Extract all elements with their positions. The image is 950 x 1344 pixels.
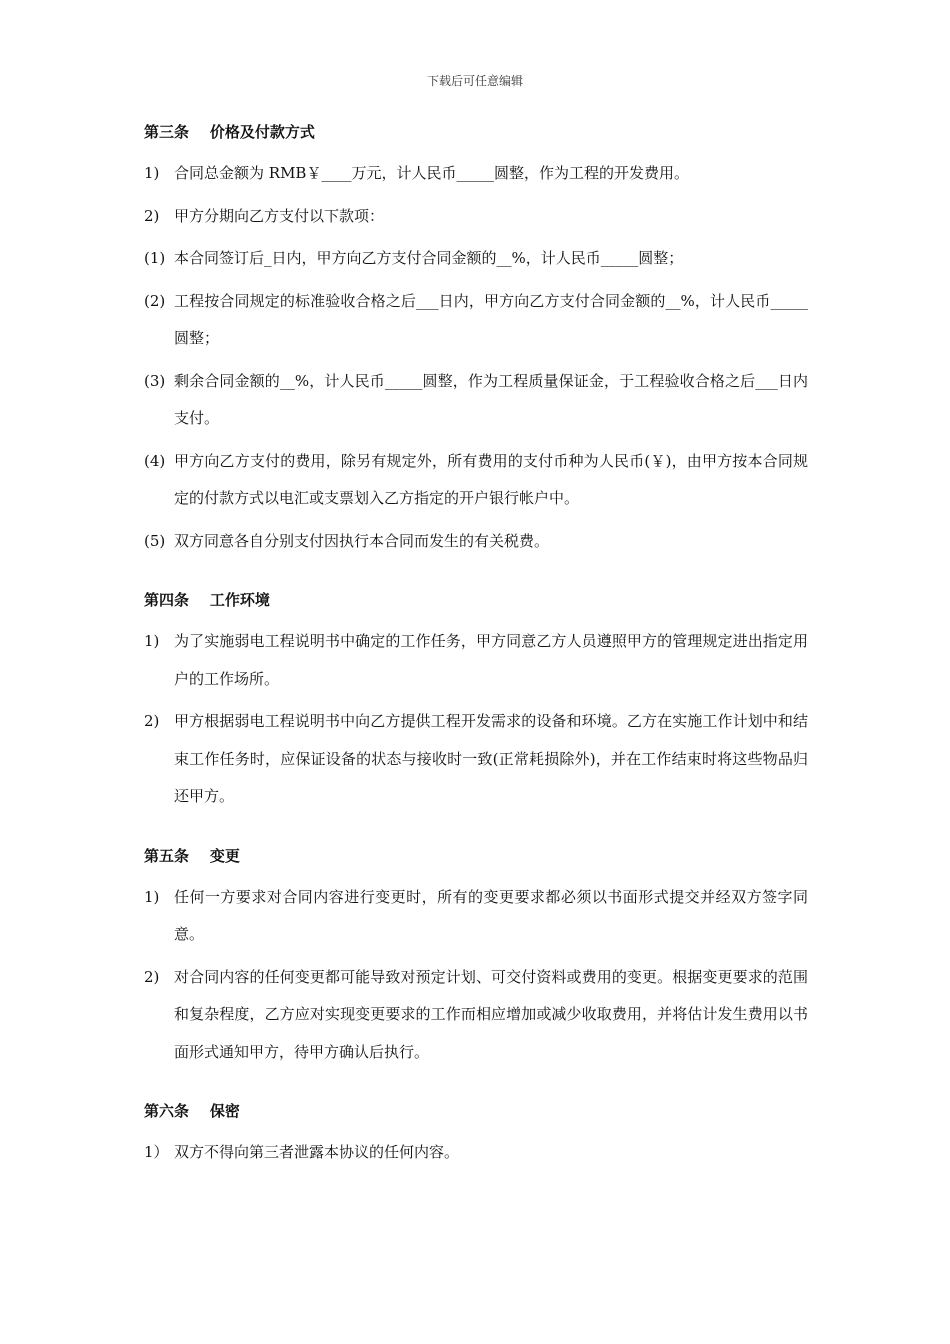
clause-number: (1)	[144, 249, 166, 267]
clause-text: 甲方根据弱电工程说明书中向乙方提供工程开发需求的设备和环境。乙方在实施工作计划中和结束工作任务时，应保证设备的状态与接收时一致(正常耗损除外)，并在工作结束时将这些物品归还甲方。	[174, 712, 808, 805]
clause	[144, 623, 808, 698]
clause	[144, 283, 808, 358]
clause-text: 甲方向乙方支付的费用，除另有规定外，所有费用的支付币种为人民币(￥)，由甲方按本合同规定的付款方式以电汇或支票划入乙方指定的开户银行帐户中。	[174, 451, 808, 507]
clause-text: 任何一方要求对合同内容进行变更时，所有的变更要求都必须以书面形式提交并经双方签字同意。	[174, 887, 808, 943]
clause-number: 1)	[144, 164, 160, 182]
clause-text: 本合同签订后_日内，甲方向乙方支付合同金额的__%，计人民币_____圆整；	[174, 249, 684, 267]
clause-text: 为了实施弱电工程说明书中确定的工作任务，甲方同意乙方人员遵照甲方的管理规定进出指定用户的工作场所。	[174, 632, 808, 688]
article-4	[144, 586, 808, 816]
clause	[144, 959, 808, 1072]
clause	[144, 363, 808, 438]
clause-number: (4)	[144, 451, 166, 470]
clause-text: 对合同内容的任何变更都可能导致对预定计划、可交付资料或费用的变更。根据变更要求的范围和复杂程度，乙方应对实现变更要求的工作而相应增加或减少收取费用，并将估计发生费用以书面形式通知甲方，待甲方确认后执行。	[174, 967, 808, 1061]
clause-number: 1）	[144, 1143, 169, 1161]
clause	[144, 879, 808, 954]
clause	[144, 198, 808, 236]
article-heading: 第四条 工作环境	[144, 591, 270, 609]
clause-text: 双方不得向第三者泄露本协议的任何内容。	[174, 1143, 460, 1161]
clause-number: 1)	[144, 632, 160, 650]
clause	[144, 240, 808, 278]
clause-number: (5)	[144, 531, 166, 550]
clause-number: (2)	[144, 291, 166, 310]
clause-text: 工程按合同规定的标准验收合格之后___日内，甲方向乙方支付合同金额的__%，计人民币_____圆整；	[174, 291, 808, 347]
clause-number: 1)	[144, 887, 160, 906]
article-heading: 第六条 保密	[144, 1102, 240, 1120]
article-5	[144, 842, 808, 1072]
clause-number: 2)	[144, 206, 160, 225]
clause-text: 剩余合同金额的__%，计人民币_____圆整，作为工程质量保证金，于工程验收合格之后___日内支付。	[174, 371, 808, 427]
clause	[144, 1134, 808, 1172]
clause	[144, 703, 808, 816]
clause-text: 合同总金额为 RMB￥____万元，计人民币_____圆整，作为工程的开发费用。	[174, 164, 689, 182]
article-6	[144, 1097, 808, 1172]
article-heading: 第三条 价格及付款方式	[144, 123, 315, 141]
clause	[144, 155, 808, 193]
article-3	[144, 118, 808, 560]
clause	[144, 523, 808, 561]
document-body	[144, 118, 808, 1198]
article-heading: 第五条 变更	[144, 846, 240, 865]
clause-number: (3)	[144, 371, 166, 390]
clause-number: 2)	[144, 712, 160, 730]
clause	[144, 443, 808, 518]
clause-number: 2)	[144, 967, 160, 986]
page-header: 下载后可任意编辑	[426, 74, 523, 88]
clause-text: 双方同意各自分别支付因执行本合同而发生的有关税费。	[174, 531, 550, 550]
clause-text: 甲方分期向乙方支付以下款项：	[174, 206, 385, 225]
